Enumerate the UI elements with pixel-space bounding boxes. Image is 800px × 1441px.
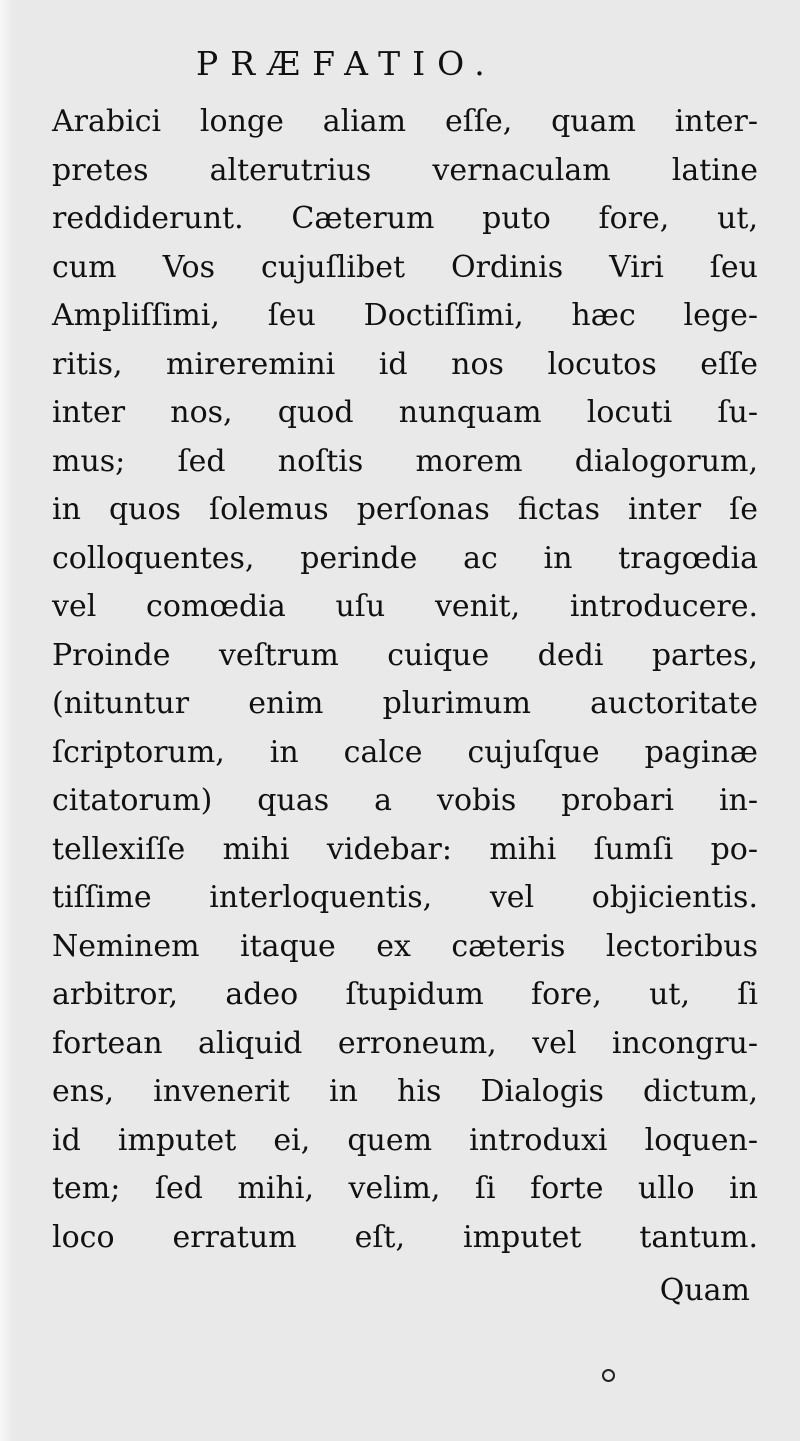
text-line: fortean aliquid erroneum, vel incongru- xyxy=(52,1025,758,1061)
text-line: (nituntur enim plurimum auctoritate xyxy=(52,686,758,721)
text-line: pretes alterutrius vernaculam latine xyxy=(52,152,758,188)
text-line: colloquentes, perinde ac in tragœdia xyxy=(52,540,758,576)
ornament-ring-icon xyxy=(602,1369,615,1382)
text-line: citatorum) quas a vobis probari in- xyxy=(52,783,758,818)
text-line: Arabici longe aliam eſſe, quam inter- xyxy=(52,104,758,139)
page-edge xyxy=(0,0,14,1441)
text-line: Proinde veſtrum cuique dedi partes, xyxy=(52,637,758,673)
text-line: Ampliſſimi, ſeu Doctiſſimi, hæc lege- xyxy=(52,298,758,333)
text-line: tellexiſſe mihi videbar: mihi ſumſi po- xyxy=(52,831,758,867)
text-line: tem; ſed mihi, velim, ſi forte ullo in xyxy=(52,1171,758,1206)
text-line: ritis, mireremini id nos locutos eſſe xyxy=(52,346,758,382)
text-line: mus; ſed noſtis morem dialogorum, xyxy=(52,443,758,479)
catchword: Quam xyxy=(659,1273,750,1308)
text-line: arbitror, adeo ſtupidum fore, ut, ſi xyxy=(52,977,758,1012)
body-text xyxy=(52,98,758,1262)
text-line: id imputet ei, quem introduxi loquen- xyxy=(52,1122,758,1158)
text-line: loco erratum eſt, imputet tantum. xyxy=(52,1219,758,1255)
text-line: in quos ſolemus perſonas fictas inter ſe xyxy=(52,492,758,527)
text-line: tiſſime interloquentis, vel objicientis. xyxy=(52,880,758,915)
text-line: ens, invenerit in his Dialogis dictum, xyxy=(52,1074,758,1109)
text-line: cum Vos cujuſlibet Ordinis Viri ſeu xyxy=(52,249,758,285)
running-header: PRÆFATIO. xyxy=(196,44,497,83)
text-line: inter nos, quod nunquam locuti ſu- xyxy=(52,395,758,430)
text-line: vel comœdia uſu venit, introducere. xyxy=(52,589,758,624)
text-line: ſcriptorum, in calce cujuſque paginæ xyxy=(52,734,758,770)
text-line: reddiderunt. Cæterum puto fore, ut, xyxy=(52,201,758,236)
text-line: Neminem itaque ex cæteris lectoribus xyxy=(52,928,758,964)
